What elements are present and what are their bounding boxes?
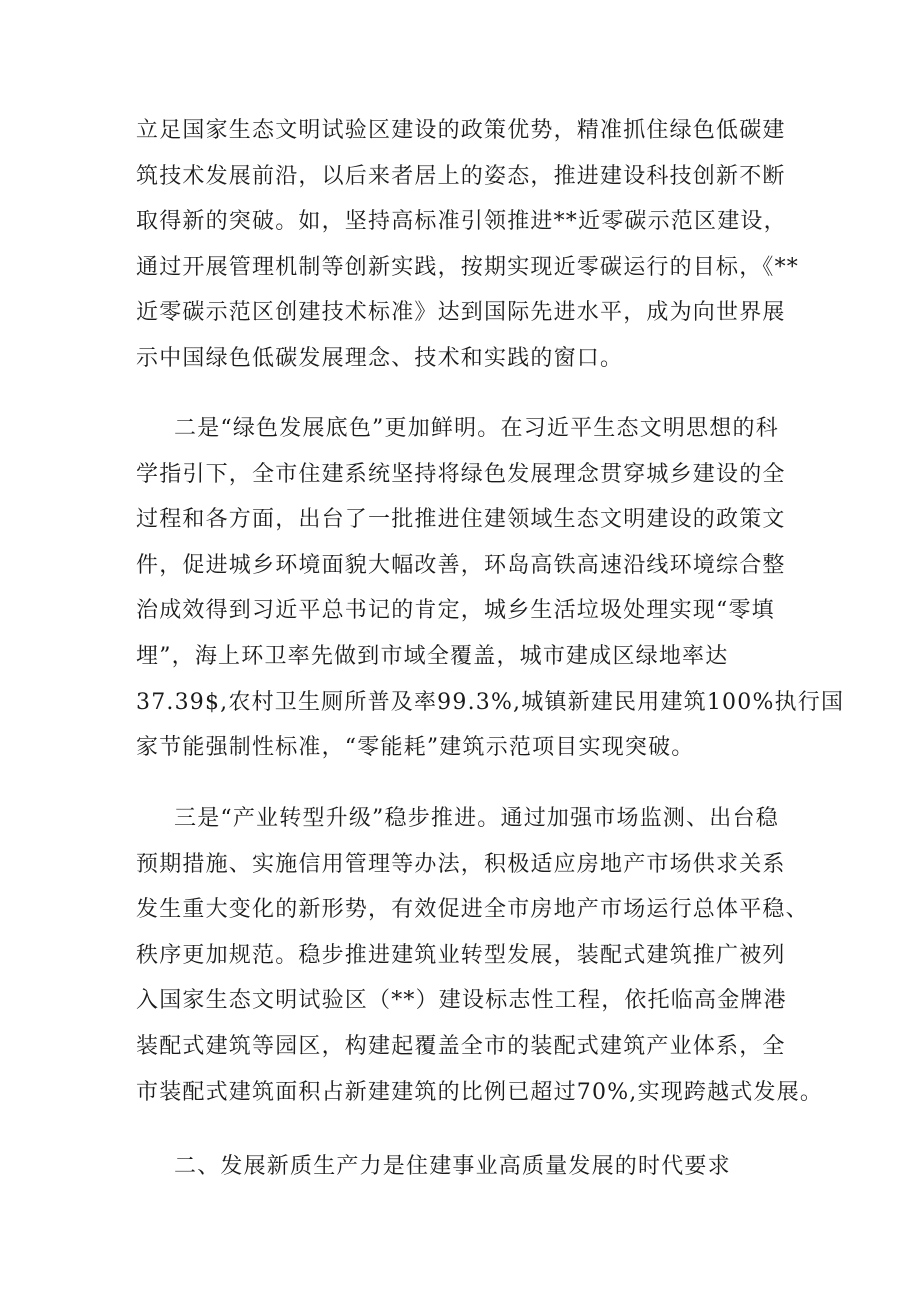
text-line: 过程和各方面，出台了一批推进住建领域生态文明建设的政策文 xyxy=(136,507,786,533)
text-line: 件，促进城乡环境面貌大幅改善，环岛高铁高速沿线环境综合整 xyxy=(136,552,786,578)
text-line: 通过开展管理机制等创新实践，按期实现近零碳运行的目标，《** xyxy=(136,254,800,280)
text-line: 学指引下，全市住建系统坚持将绿色发展理念贯穿城乡建设的全 xyxy=(136,461,786,487)
text-line: 示中国绿色低碳发展理念、技术和实践的窗口。 xyxy=(136,345,624,371)
text-line: 装配式建筑等园区，构建起覆盖全市的装配式建筑产业体系，全 xyxy=(136,1033,786,1059)
text-line: 发生重大变化的新形势，有效促进全市房地产市场运行总体平稳、 xyxy=(136,897,809,923)
text-line: 埋”，海上环卫率先做到市域全覆盖，城市建成区绿地率达 xyxy=(136,643,729,669)
section-heading xyxy=(136,1144,806,1190)
text-line: 取得新的突破。如，坚持高标准引领推进**近零碳示范区建设， xyxy=(136,209,787,235)
text-line: 秩序更加规范。稳步推进建筑业转型发展，装配式建筑推广被列 xyxy=(136,942,786,968)
section-heading-text: 二、发展新质生产力是住建事业高质量发展的时代要求 xyxy=(174,1154,731,1179)
text-line: 市装配式建筑面积占新建建筑的比例已超过70%,实现跨越式发展。 xyxy=(136,1079,824,1105)
text-line: 二是“绿色发展底色”更加鲜明。在习近平生态文明思想的科 xyxy=(174,416,779,441)
text-line: 入国家生态文明试验区（**）建设标志性工程，依托临高金牌港 xyxy=(136,988,787,1014)
text-line: 家节能强制性标准，“零能耗”建筑示范项目实现突破。 xyxy=(136,735,695,761)
paragraph-industry-transformation xyxy=(136,796,824,1115)
paragraph-green-development xyxy=(136,406,845,771)
text-line: 预期措施、实施信用管理等办法，积极适应房地产市场供求关系 xyxy=(136,851,786,877)
text-line: 治成效得到习近平总书记的肯定，城乡生活垃圾处理实现“零填 xyxy=(136,598,775,624)
text-line: 三是“产业转型升级”稳步推进。通过加强市场监测、出台稳 xyxy=(174,806,779,831)
text-line: 筑技术发展前沿，以后来者居上的姿态，推进建设科技创新不断 xyxy=(136,163,786,189)
text-line: 近零碳示范区创建技术标准》达到国际先进水平，成为向世界展 xyxy=(136,300,786,326)
text-line: 立足国家生态文明试验区建设的政策优势，精准抓住绿色低碳建 xyxy=(136,118,786,143)
paragraph-green-building-tech xyxy=(136,108,806,382)
text-line: 37.39$,农村卫生厕所普及率99.3%,城镇新建民用建筑100%执行国 xyxy=(136,689,845,715)
